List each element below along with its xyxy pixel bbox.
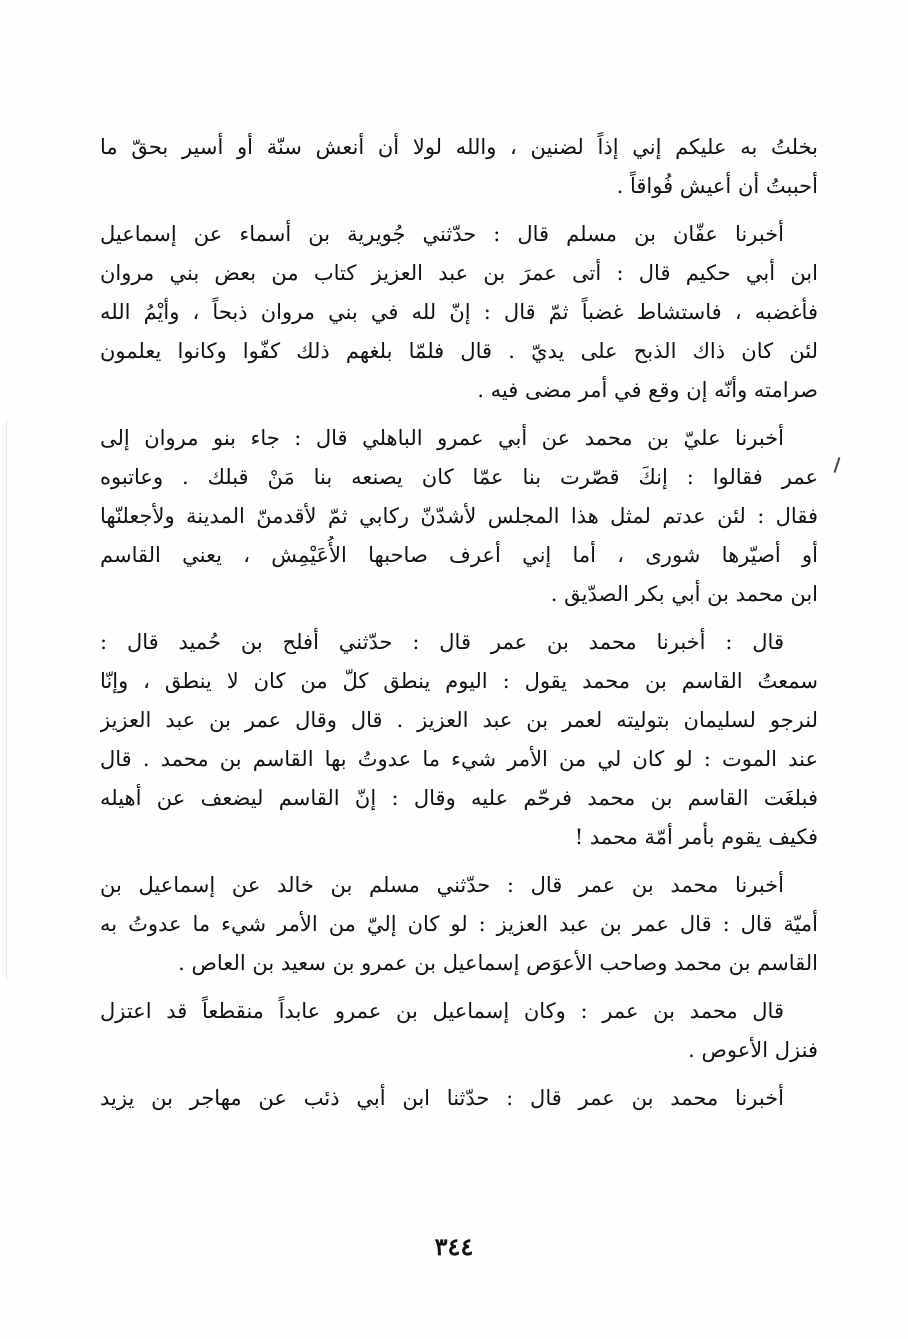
paragraph — [100, 215, 818, 410]
paragraph — [100, 128, 818, 206]
paragraph — [100, 992, 818, 1070]
text-line: أحببتُ أن أعيش فُواقاً . — [616, 174, 818, 198]
text-line: أخبرنا عليّ بن محمد عن أبي عمرو الباهلي قال : جاء بنو مروان إلى — [100, 426, 784, 450]
text-line: قال محمد بن عمر : وكان إسماعيل بن عمرو عابداً منقطعاً قد اعتزل — [100, 999, 784, 1023]
text-line: ابن أبي حكيم قال : أتى عمرَ بن عبد العزيز كتاب من بعض بني مروان — [100, 261, 818, 285]
text-line: أخبرنا محمد بن عمر قال : حدّثنا ابن أبي ذئب عن مهاجر بن يزيد — [100, 1086, 784, 1110]
text-line: عمر فقالوا : إنكَ قصّرت بنا عمّا كان يصنعه بنا مَنْ قبلك . وعاتبوه — [100, 465, 818, 489]
text-line: فأغضبه ، فاستشاط غضباً ثمّ قال : إنّ لله في بني مروان ذبحاً ، وأيْمُ الله — [100, 300, 818, 324]
paragraph — [100, 419, 818, 614]
text-line: أو أصيّرها شورى ، أما إني أعرف صاحبها الأُعَيْمِش ، يعني القاسم — [100, 543, 818, 567]
page-edge-shadow — [6, 420, 7, 980]
text-line: صرامته وأنّه إن وقع في أمر مضى فيه . — [477, 378, 818, 402]
body-text — [100, 128, 818, 1118]
text-line: عند الموت : لو كان لي من الأمر شيء ما عدوتُ بها القاسم بن محمد . قال — [100, 747, 818, 771]
paragraph — [100, 866, 818, 983]
text-line: أميّة قال : قال عمر بن عبد العزيز : لو كان إليّ من الأمر شيء ما عدوتُ به — [100, 912, 818, 936]
text-line: فبلغَت القاسم بن محمد فرحّم عليه وقال : إنّ القاسم ليضعف عن أهيله — [100, 786, 818, 810]
text-line: لئن كان ذاك الذبح على يديّ . قال فلمّا بلغهم ذلك كفّوا وكانوا يعلمون — [100, 339, 818, 363]
text-line: بخلتُ به عليكم إني إذاً لضنين ، والله لولا أن أنعش سنّة أو أسير بحقّ ما — [100, 135, 818, 159]
page-number: ٣٤٤ — [434, 1232, 474, 1261]
text-line: أخبرنا عفّان بن مسلم قال : حدّثني جُويرية بن أسماء عن إسماعيل — [100, 222, 784, 246]
text-line: القاسم بن محمد وصاحب الأعوَص إسماعيل بن عمرو بن سعيد بن العاص . — [178, 951, 818, 975]
text-line: أخبرنا محمد بن عمر قال : حدّثني مسلم بن خالد عن إسماعيل بن — [100, 873, 784, 897]
text-line: قال : أخبرنا محمد بن عمر قال : حدّثني أفلح بن حُميد قال : — [100, 630, 784, 654]
paragraph — [100, 1079, 818, 1118]
paragraph — [100, 623, 818, 857]
margin-mark — [834, 457, 841, 473]
text-line: فنزل الأعوص . — [688, 1038, 818, 1062]
text-line: فكيف يقوم بأمر أمّة محمد ! — [574, 825, 818, 849]
text-line: لنرجو لسليمان بتوليته لعمر بن عبد العزيز . قال وقال عمر بن عبد العزيز — [100, 708, 818, 732]
text-line: سمعتُ القاسم بن محمد يقول : اليوم ينطق كلّ من كان لا ينطق ، وإنّا — [100, 669, 818, 693]
text-line: ابن محمد بن أبي بكر الصدّيق . — [550, 582, 818, 606]
text-line: فقال : لئن عدتم لمثل هذا المجلس لأشدّنّ ركابي ثمّ لأقدمنّ المدينة ولأجعلنّها — [100, 504, 818, 528]
